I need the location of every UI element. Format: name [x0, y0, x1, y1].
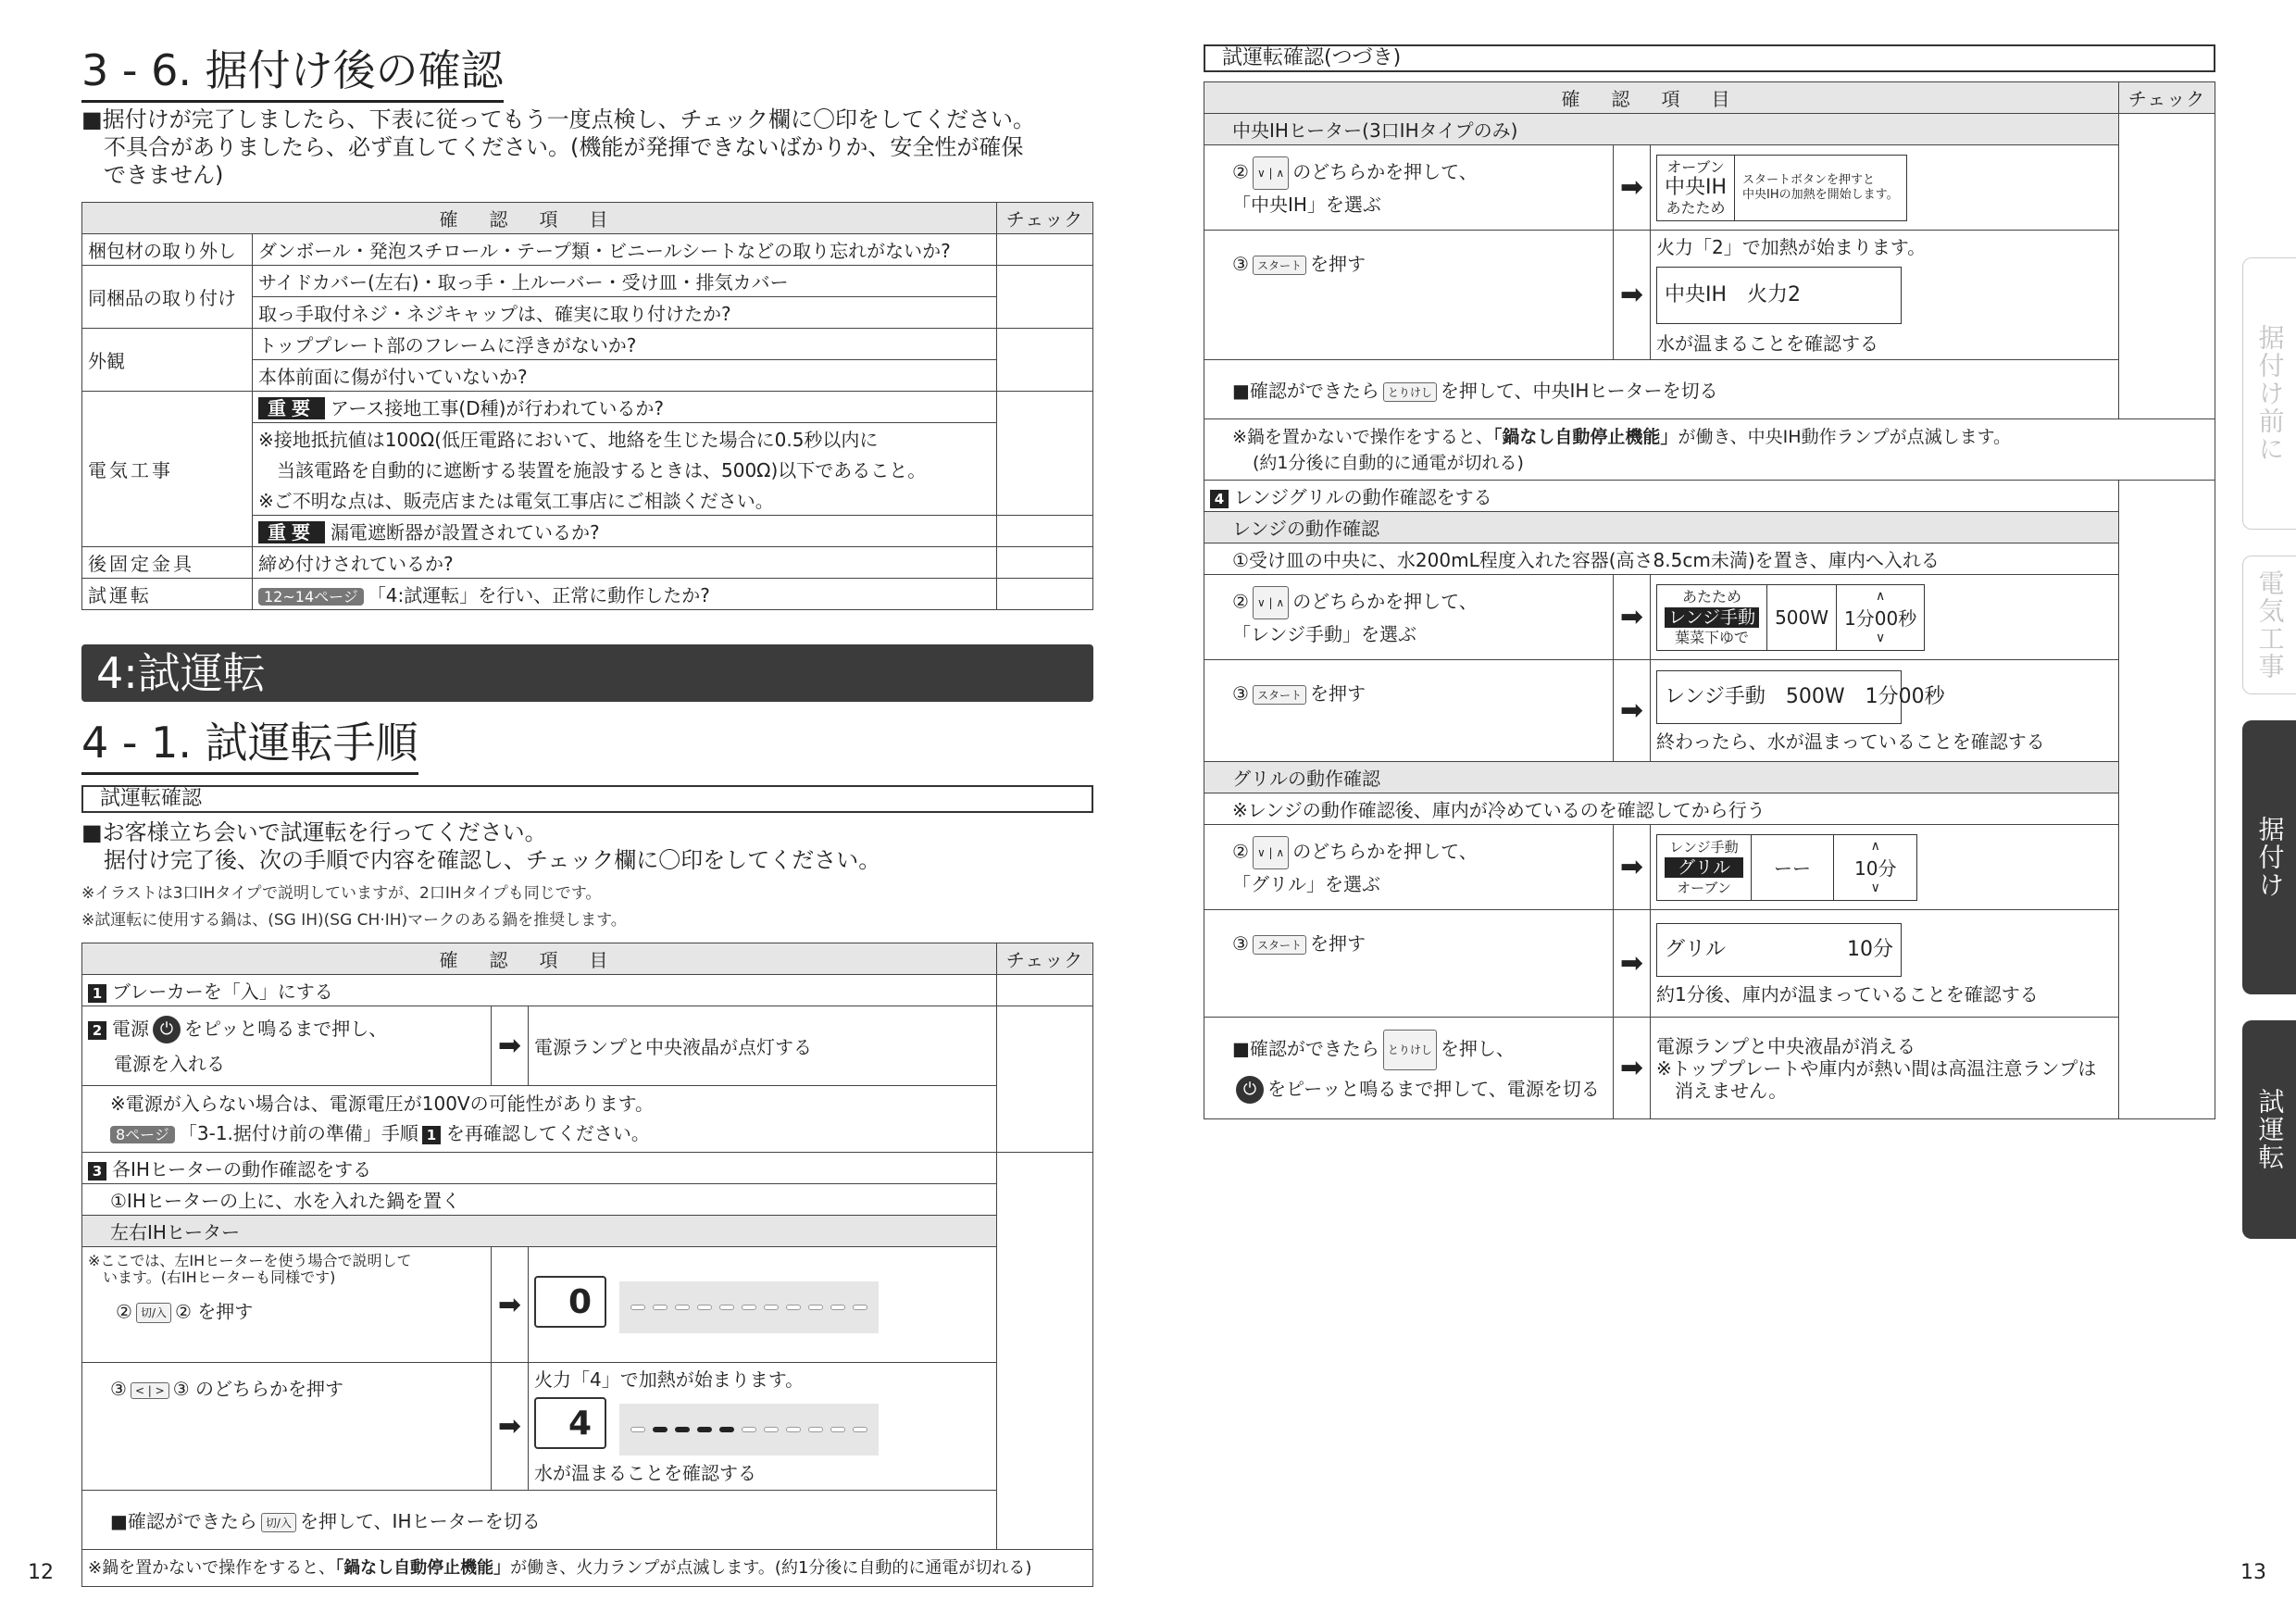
table-header: 確認項目	[82, 943, 997, 975]
check-cell[interactable]	[997, 547, 1093, 579]
heat-level-display: 4	[534, 1397, 606, 1449]
check-column-header: チェック	[2119, 82, 2215, 114]
grill-check-sub: ※レンジの動作確認後、庫内が冷めているのを確認してから行う	[1204, 793, 2119, 825]
center-step-3: ③ スタート を押す	[1204, 231, 1614, 360]
row-text: 本体前面に傷が付いていないか?	[253, 360, 997, 392]
row-text: ※接地抵抗値は100Ω(低圧電路において、地絡を生じた場合に0.5秒以内に	[253, 423, 997, 455]
lamp	[830, 1305, 845, 1310]
table-row	[82, 392, 1093, 423]
check-cell[interactable]	[2119, 114, 2215, 419]
center-step-3-result: 火力「2」で加熱が始まります。 中央IH 火力2 水が温まることを確認する	[1651, 231, 2119, 360]
check-cell[interactable]	[997, 1153, 1093, 1550]
lamp	[808, 1305, 823, 1310]
center-ih-lcd: 中央IH 火力2	[1656, 267, 1902, 324]
lamp	[742, 1427, 756, 1432]
row-text: 取っ手取付ネジ・ネジキャップは、確実に取り付けたか?	[253, 297, 997, 329]
range-check-sub: ①受け皿の中央に、水200mL程度入れた容器(高さ8.5cm未満)を置き、庫内へ入れる	[1204, 543, 2119, 575]
range-lcd: レンジ手動 500W 1分00秒	[1656, 670, 1902, 724]
table-header: 確認項目	[82, 203, 997, 234]
power-icon: ⏻	[1236, 1076, 1264, 1104]
check-cell[interactable]	[997, 392, 1093, 516]
page-ref-pill[interactable]: 8ページ	[110, 1126, 175, 1143]
grill-step-3: ③ スタート を押す	[1204, 910, 1614, 1018]
step-4: 4 レンジグリルの動作確認をする	[1204, 481, 2119, 512]
center-done: ■確認ができたら とりけし を押して、中央IHヒーターを切る	[1204, 360, 2119, 419]
side-tab-before-install[interactable]: 据付け前に	[2242, 257, 2296, 530]
step-2-note: ※電源が入らない場合は、電源電圧が100Vの可能性があります。 8ページ 「3-1.据付け前の準備」手順 1 を再確認してください。	[82, 1086, 997, 1153]
lamp	[808, 1427, 823, 1432]
row-label: 同梱品の取り付け	[82, 266, 253, 329]
table-header: 確認項目	[1204, 82, 2119, 114]
lamp	[630, 1305, 645, 1310]
table-row	[82, 266, 1093, 297]
step-2-note-row	[82, 1086, 1093, 1153]
step-3-sub: ①IHヒーターの上に、水を入れた鍋を置く	[82, 1184, 997, 1216]
arrow-right-icon: ➡	[492, 1363, 529, 1491]
lamp-on	[653, 1427, 668, 1432]
table-row	[82, 234, 1093, 266]
arrow-right-icon: ➡	[1614, 231, 1651, 360]
row-text: 重要 アース接地工事(D種)が行われているか?	[253, 392, 997, 423]
center-ih-lcd-panel: オーブン 中央IH あたため スタートボタンを押すと 中央IHの加熱を開始します。	[1656, 155, 1907, 221]
chapter-4-band: 4:試運転	[81, 644, 1093, 702]
trial-run-intro	[81, 818, 880, 874]
row-text: サイドカバー(左右)・取っ手・上ルーバー・受け皿・排気カバー	[253, 266, 997, 297]
intro-line-2: 不具合がありましたら、必ず直してください。(機能が発揮できないばかりか、安全性が確保	[81, 134, 1024, 160]
check-column-header: チェック	[997, 203, 1093, 234]
table-row	[82, 329, 1093, 360]
step-1-ref: 1	[422, 1126, 441, 1144]
side-tab-trial-run[interactable]: 試運転	[2242, 1020, 2296, 1239]
check-cell[interactable]	[997, 266, 1093, 329]
table-row	[82, 547, 1093, 579]
heat-lamps	[619, 1404, 879, 1455]
lamp-on	[719, 1427, 734, 1432]
arrow-right-icon: ➡	[1614, 660, 1651, 762]
lr-step-3: ③ < | > ③ のどちらかを押す	[82, 1363, 492, 1491]
lamp-on	[675, 1427, 690, 1432]
grill-done: ■確認ができたら とりけし を押し、 ⏻ をピーッと鳴るまで押して、電源を切る	[1204, 1018, 1614, 1119]
important-badge: 重要	[258, 521, 325, 543]
trial-intro-line-1: ■お客様立ち会いで試運転を行ってください。	[81, 819, 547, 845]
lamp	[764, 1305, 779, 1310]
power-icon: ⏻	[153, 1016, 181, 1043]
step-2: 2 電源 ⏻ をピッと鳴るまで押し、 電源を入れる	[82, 1006, 492, 1086]
start-key-icon: スタート	[1253, 685, 1306, 705]
lamp	[830, 1427, 845, 1432]
arrow-right-icon: ➡	[1614, 145, 1651, 231]
check-cell[interactable]	[997, 975, 1093, 1006]
start-key-icon: スタート	[1253, 935, 1306, 955]
menu-center-key-icon: ∨ | ∧	[1253, 836, 1289, 869]
arrow-right-icon: ➡	[492, 1006, 529, 1086]
step-3-row	[82, 1153, 1093, 1184]
arrow-right-icon: ➡	[1614, 1018, 1651, 1119]
center-footer-note: ※鍋を置かないで操作をすると、「鍋なし自動停止機能」が働き、中央IH動作ランプが点滅します。 (約1分後に自動的に通電が切れる)	[1204, 419, 2215, 481]
range-step-2: ② ∨ | ∧ のどちらかを押して、 「レンジ手動」を選ぶ	[1204, 575, 1614, 660]
check-cell[interactable]	[2119, 481, 2215, 1119]
trial-run-cont-subheader: 試運転確認(つづき)	[1204, 44, 2215, 72]
lamp	[786, 1427, 801, 1432]
step-1-row	[82, 975, 1093, 1006]
lr-footer-note: ※鍋を置かないで操作をすると、「鍋なし自動停止機能」が働き、火力ランプが点滅します。(約1分後に自動的に通電が切れる)	[82, 1550, 1093, 1587]
row-label: 後固定金具	[82, 547, 253, 579]
grill-step-2: ② ∨ | ∧ のどちらかを押して、 「グリル」を選ぶ	[1204, 825, 1614, 910]
table-row	[82, 579, 1093, 610]
check-cell[interactable]	[997, 1006, 1093, 1153]
row-text: 締め付けされているか?	[253, 547, 997, 579]
row-label: 試運転	[82, 579, 253, 610]
lr-step-2: ※ここでは、左IHヒーターを使う場合で説明して います。(右IHヒーターも同様です) ② 切/入 ② を押す	[82, 1247, 492, 1363]
lr-step-3-result: 火力「4」で加熱が始まります。 4 水が温まることを確認する	[529, 1363, 997, 1491]
row-text: ※ご不明な点は、販売店または電気工事店にご相談ください。	[253, 484, 997, 516]
page-ref-pill[interactable]: 12~14ページ	[258, 588, 364, 606]
range-step-3-result: レンジ手動 500W 1分00秒 終わったら、水が温まっていることを確認する	[1651, 660, 2119, 762]
on-off-key-icon: 切/入	[261, 1513, 296, 1532]
side-tab-install[interactable]: 据付け	[2242, 720, 2296, 994]
grill-lcd-panel: レンジ手動 グリル オーブン ーー ∧ 10分 ∨	[1656, 834, 1917, 901]
row-label: 電気工事	[82, 392, 253, 547]
grill-step-3-result: グリル 10分 約1分後、庫内が温まっていることを確認する	[1651, 910, 2119, 1018]
arrow-right-icon: ➡	[492, 1247, 529, 1363]
check-cell[interactable]	[997, 329, 1093, 392]
intro-line-1: ■据付けが完了しましたら、下表に従ってもう一度点検し、チェック欄に〇印をしてください。	[81, 106, 1035, 132]
lamp	[742, 1305, 756, 1310]
step-3: 3 各IHヒーターの動作確認をする	[82, 1153, 997, 1184]
check-cell[interactable]	[997, 579, 1093, 610]
left-right-ih-title: 左右IHヒーター	[82, 1216, 997, 1247]
trial-run-subheader: 試運転確認	[81, 785, 1093, 813]
menu-center-key-icon: ∨ | ∧	[1253, 586, 1289, 619]
range-step-3: ③ スタート を押す	[1204, 660, 1614, 762]
page-number: 13	[2240, 1561, 2266, 1584]
range-step-2-display	[1651, 575, 2119, 660]
step-1: 1 ブレーカーを「入」にする	[82, 975, 997, 1006]
trial-intro-line-2: 据付け完了後、次の手順で内容を確認し、チェック欄に〇印をしてください。	[81, 847, 881, 873]
lamp	[719, 1305, 734, 1310]
left-right-key-icon: < | >	[131, 1382, 169, 1399]
intro-paragraph	[81, 106, 1035, 189]
row-text: 12~14ページ 「4:試運転」を行い、正常に動作したか?	[253, 579, 997, 610]
lr-done: ■確認ができたら 切/入 を押して、IHヒーターを切る	[82, 1491, 997, 1550]
note-illustration: ※イラストは3口IHタイプで説明していますが、2口IHタイプも同じです。	[81, 884, 602, 903]
row-label: 梱包材の取り外し	[82, 234, 253, 266]
lr-step-2-display	[529, 1247, 997, 1363]
lamp	[853, 1427, 867, 1432]
step-2-row	[82, 1006, 1093, 1086]
center-step-2-display	[1651, 145, 2119, 231]
lamp	[853, 1305, 867, 1310]
trial-run-table	[81, 943, 1093, 1587]
lamp	[675, 1305, 690, 1310]
row-text: 当該電路を自動的に遮断する装置を施設するときは、500Ω)以下であること。	[253, 454, 997, 484]
grill-step-2-display	[1651, 825, 2119, 910]
heat-lamps	[619, 1281, 879, 1333]
arrow-right-icon: ➡	[1614, 825, 1651, 910]
center-ih-title: 中央IHヒーター(3口IHタイプのみ)	[1204, 114, 2119, 145]
start-key-icon: スタート	[1253, 256, 1306, 275]
intro-line-3: できません)	[81, 162, 224, 188]
range-lcd-panel: あたため レンジ手動 葉菜下ゆで 500W ∧ 1分00秒 ∨	[1656, 584, 1925, 651]
check-column-header: チェック	[997, 943, 1093, 975]
check-cell[interactable]	[997, 516, 1093, 547]
range-check-title: レンジの動作確認	[1204, 512, 2119, 543]
cancel-key-icon: とりけし	[1383, 1030, 1437, 1070]
row-label: 外観	[82, 329, 253, 392]
heat-level-display: 0	[534, 1276, 606, 1328]
grill-done-result: 電源ランプと中央液晶が消える ※トッププレートや庫内が熱い間は高温注意ランプは 消えません。	[1651, 1018, 2119, 1119]
arrow-right-icon: ➡	[1614, 910, 1651, 1018]
step-2-result: 電源ランプと中央液晶が点灯する	[529, 1006, 997, 1086]
important-badge: 重要	[258, 397, 325, 419]
lamp	[630, 1427, 645, 1432]
menu-center-key-icon: ∨ | ∧	[1253, 156, 1289, 190]
row-text: トッププレート部のフレームに浮きがないか?	[253, 329, 997, 360]
lamp	[786, 1305, 801, 1310]
arrow-right-icon: ➡	[1614, 575, 1651, 660]
row-text: ダンボール・発泡スチロール・テープ類・ビニールシートなどの取り忘れがないか?	[253, 234, 997, 266]
section-3-6-title: 3 - 6. 据付け後の確認	[81, 37, 504, 103]
on-off-key-icon: 切/入	[136, 1303, 171, 1323]
cancel-key-icon: とりけし	[1383, 382, 1437, 402]
center-step-2: ② ∨ | ∧ のどちらかを押して、 「中央IH」を選ぶ	[1204, 145, 1614, 231]
lamp	[697, 1305, 712, 1310]
page-number: 12	[28, 1561, 54, 1584]
note-recommended-pot: ※試運転に使用する鍋は、(SG IH)(SG CH·IH)マークのある鍋を推奨します。	[81, 911, 627, 930]
trial-run-cont-table	[1204, 81, 2215, 1119]
lamp	[653, 1305, 668, 1310]
grill-lcd: グリル 10分	[1656, 923, 1902, 977]
post-install-check-table	[81, 202, 1093, 610]
section-4-1-title: 4 - 1. 試運転手順	[81, 709, 418, 775]
side-tab-electrical[interactable]: 電気工事	[2242, 556, 2296, 694]
right-page	[1148, 0, 2296, 1624]
check-cell[interactable]	[997, 234, 1093, 266]
row-text: 重要 漏電遮断器が設置されているか?	[253, 516, 997, 547]
grill-check-title: グリルの動作確認	[1204, 762, 2119, 793]
lamp-on	[697, 1427, 712, 1432]
lamp	[764, 1427, 779, 1432]
